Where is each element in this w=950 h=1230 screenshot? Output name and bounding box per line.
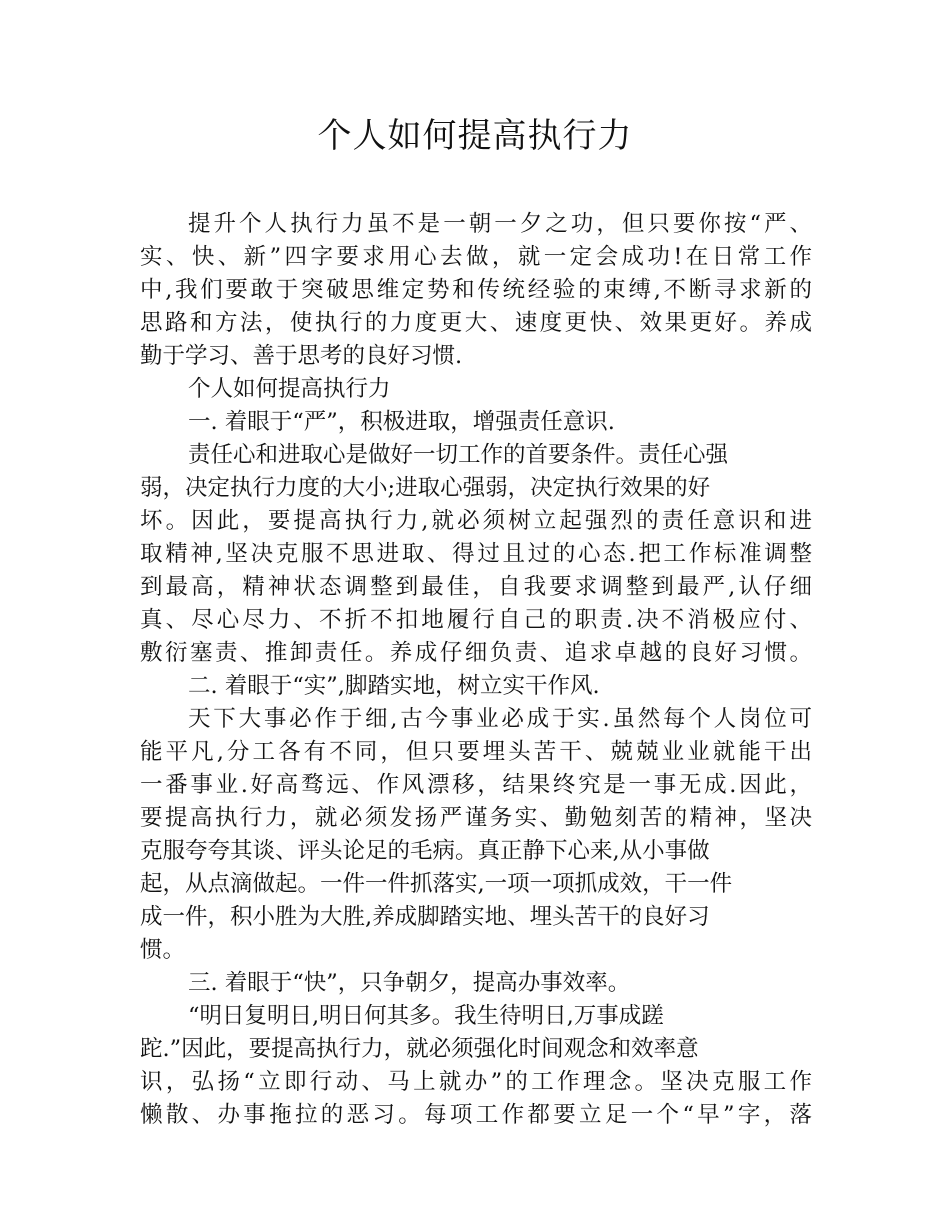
text-line: 一番事业.好高骛远、作风漂移，结果终究是一事无成.因此， <box>140 772 812 798</box>
text-line: 到最高，精神状态调整到最佳，自我要求调整到最严,认仔细 <box>140 574 812 600</box>
document-body <box>140 208 812 1132</box>
text-line: 天下大事必作于细,古今事业必成于实.虽然每个人岗位可 <box>188 706 812 732</box>
text-line: 要提高执行力，就必须发扬严谨务实、勤勉刻苦的精神，坚决 <box>140 805 812 831</box>
text-line: 思路和方法，使执行的力度更大、速度更快、效果更好。养成 <box>140 310 812 336</box>
text-line: 敷衍塞责、推卸责任。养成仔细负责、追求卓越的良好习惯。 <box>140 640 812 666</box>
text-line: 提升个人执行力虽不是一朝一夕之功，但只要你按“严、 <box>188 211 812 237</box>
text-line: 二. 着眼于“实”,脚踏实地，树立实干作风. <box>188 673 600 699</box>
text-line: 三. 着眼于“快”，只争朝夕，提高办事效率。 <box>188 970 631 996</box>
text-line: 成一件，积小胜为大胜,养成脚踏实地、埋头苦干的良好习 <box>140 904 710 930</box>
text-line: 实、快、新”四字要求用心去做，就一定会成功!在日常工作 <box>140 244 812 270</box>
text-line: 跎.”因此，要提高执行力，就必须强化时间观念和效率意 <box>140 1036 699 1062</box>
text-line: 取精神,坚决克服不思进取、得过且过的心态.把工作标准调整 <box>140 541 812 567</box>
text-line: 真、尽心尽力、不折不扣地履行自己的职责.决不消极应付、 <box>140 607 812 633</box>
text-line: 中,我们要敢于突破思维定势和传统经验的束缚,不断寻求新的 <box>140 277 812 303</box>
text-line: 个人如何提高执行力 <box>188 376 391 402</box>
text-line: 起，从点滴做起。一件一件抓落实,一项一项抓成效，干一件 <box>140 871 733 897</box>
text-line: 坏。因此，要提高执行力,就必须树立起强烈的责任意识和进 <box>140 508 812 534</box>
text-line: 克服夸夸其谈、评头论足的毛病。真正静下心来,从小事做 <box>140 838 710 864</box>
text-line: 弱，决定执行力度的大小;进取心强弱，决定执行效果的好 <box>140 475 711 501</box>
text-line: 懒散、办事拖拉的恶习。每项工作都要立足一个“早”字，落 <box>140 1102 812 1128</box>
text-line: “明日复明日,明日何其多。我生待明日,万事成蹉 <box>188 1003 664 1029</box>
text-line: 能平凡,分工各有不同，但只要埋头苦干、兢兢业业就能干出 <box>140 739 812 765</box>
text-line: 惯。 <box>140 937 186 963</box>
text-line: 一. 着眼于“严”，积极进取，增强责任意识. <box>188 409 615 435</box>
text-line: 识，弘扬“立即行动、马上就办”的工作理念。坚决克服工作 <box>140 1069 812 1095</box>
text-line: 责任心和进取心是做好一切工作的首要条件。责任心强 <box>188 442 729 468</box>
page-title: 个人如何提高执行力 <box>317 116 633 156</box>
text-line: 勤于学习、善于思考的良好习惯. <box>140 343 463 369</box>
